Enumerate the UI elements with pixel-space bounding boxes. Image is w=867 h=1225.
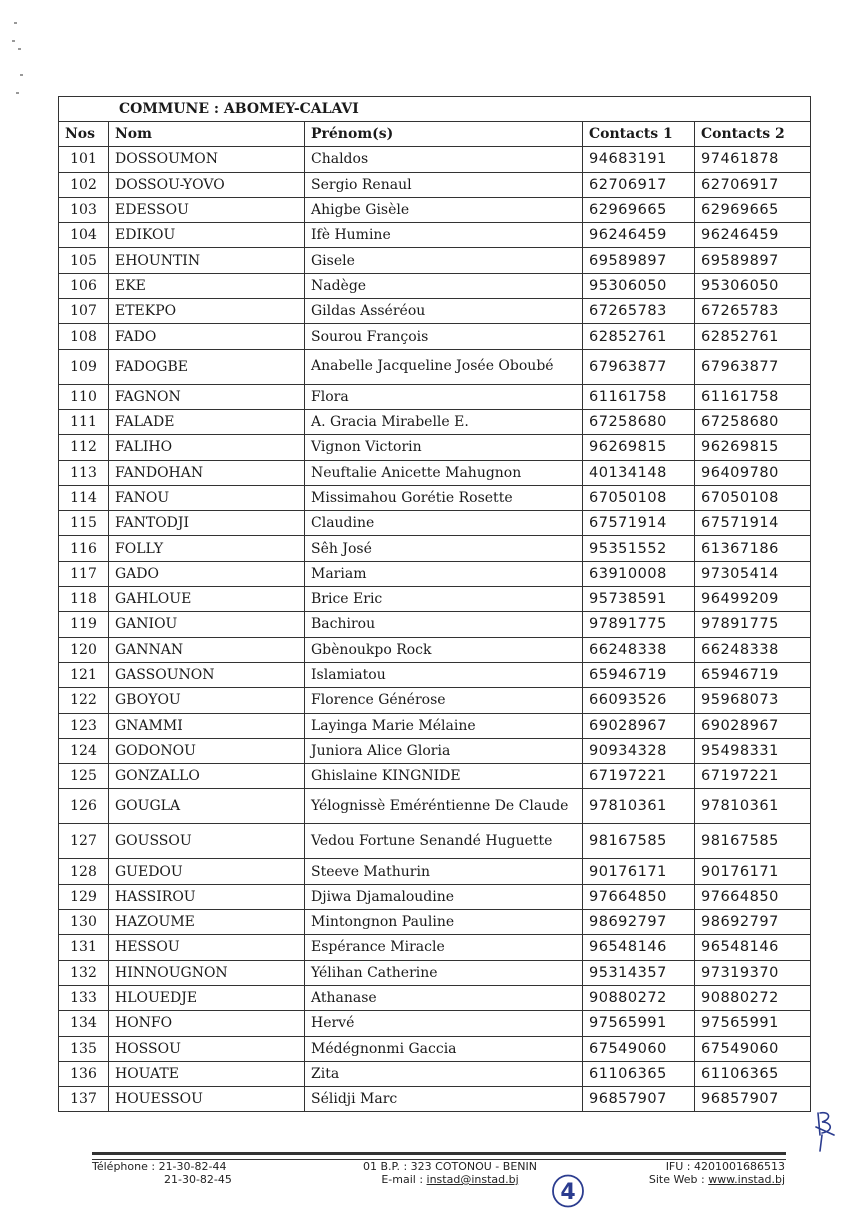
contact-1-cell: 66248338: [583, 637, 695, 662]
nos-cell: 129: [59, 884, 109, 909]
nos-cell: 125: [59, 764, 109, 789]
table-row: [59, 637, 811, 662]
table-row: [59, 172, 811, 197]
footer-site-link[interactable]: www.instad.bj: [708, 1173, 785, 1186]
contact-2-cell: 96499209: [695, 587, 811, 612]
prenoms-cell: Athanase: [305, 985, 583, 1010]
prenoms-cell: Layinga Marie Mélaine: [305, 713, 583, 738]
contact-1-cell: 66093526: [583, 688, 695, 713]
header-row: [59, 122, 811, 147]
contact-1-cell: 98692797: [583, 910, 695, 935]
contact-1-cell: 61161758: [583, 384, 695, 409]
prenoms-cell: Mintongnon Pauline: [305, 910, 583, 935]
nos-cell: 107: [59, 299, 109, 324]
header-nos: Nos: [59, 122, 109, 147]
prenoms-cell: Ghislaine KINGNIDE: [305, 764, 583, 789]
table-row: [59, 223, 811, 248]
contact-2-cell: 97664850: [695, 884, 811, 909]
nos-cell: 112: [59, 435, 109, 460]
nos-cell: 133: [59, 985, 109, 1010]
nom-cell: FANDOHAN: [109, 460, 305, 485]
nom-cell: EHOUNTIN: [109, 248, 305, 273]
contact-2-cell: 67549060: [695, 1036, 811, 1061]
prenoms-cell: Anabelle Jacqueline Josée Oboubé: [305, 349, 583, 384]
prenoms-cell: Sourou François: [305, 324, 583, 349]
contact-1-cell: 97565991: [583, 1011, 695, 1036]
nom-cell: GANNAN: [109, 637, 305, 662]
table-row: [59, 147, 811, 172]
table-row: [59, 713, 811, 738]
table-row: [59, 536, 811, 561]
contact-2-cell: 90176171: [695, 859, 811, 884]
nos-cell: 109: [59, 349, 109, 384]
nom-cell: HLOUEDJE: [109, 985, 305, 1010]
nom-cell: GNAMMI: [109, 713, 305, 738]
contact-1-cell: 90880272: [583, 985, 695, 1010]
table-row: [59, 511, 811, 536]
prenoms-cell: Sêh José: [305, 536, 583, 561]
footer-email-label: E-mail :: [381, 1173, 427, 1186]
nos-cell: 108: [59, 324, 109, 349]
contact-1-cell: 67050108: [583, 485, 695, 510]
nom-cell: HINNOUGNON: [109, 960, 305, 985]
table-row: [59, 299, 811, 324]
contact-1-cell: 95306050: [583, 273, 695, 298]
contact-1-cell: 95314357: [583, 960, 695, 985]
footer-site-line: [620, 1173, 785, 1186]
contact-2-cell: 97461878: [695, 147, 811, 172]
contact-1-cell: 96857907: [583, 1087, 695, 1112]
contact-2-cell: 62969665: [695, 197, 811, 222]
nos-cell: 134: [59, 1011, 109, 1036]
nom-cell: FANTODJI: [109, 511, 305, 536]
nom-cell: HOSSOU: [109, 1036, 305, 1061]
contact-1-cell: 97664850: [583, 884, 695, 909]
nom-cell: HOUESSOU: [109, 1087, 305, 1112]
contact-2-cell: 67258680: [695, 409, 811, 434]
nom-cell: HASSIROU: [109, 884, 305, 909]
footer-phone: [92, 1160, 292, 1186]
contact-2-cell: 96548146: [695, 935, 811, 960]
nos-cell: 120: [59, 637, 109, 662]
table-row: [59, 764, 811, 789]
nos-cell: 122: [59, 688, 109, 713]
nos-cell: 131: [59, 935, 109, 960]
nos-cell: 113: [59, 460, 109, 485]
table-row: [59, 960, 811, 985]
nom-cell: FADOGBE: [109, 349, 305, 384]
table-row: [59, 738, 811, 763]
footer-rule: [92, 1152, 786, 1160]
prenoms-cell: Steeve Mathurin: [305, 859, 583, 884]
table-row: [59, 662, 811, 687]
contact-1-cell: 95738591: [583, 587, 695, 612]
signature-mark: [808, 1105, 842, 1155]
prenoms-cell: Mariam: [305, 561, 583, 586]
contact-2-cell: 67571914: [695, 511, 811, 536]
nos-cell: 114: [59, 485, 109, 510]
nom-cell: EDESSOU: [109, 197, 305, 222]
prenoms-cell: Juniora Alice Gloria: [305, 738, 583, 763]
nos-cell: 101: [59, 147, 109, 172]
prenoms-cell: Missimahou Gorétie Rosette: [305, 485, 583, 510]
header-nom: Nom: [109, 122, 305, 147]
header-contacts-1: Contacts 1: [583, 122, 695, 147]
nos-cell: 137: [59, 1087, 109, 1112]
table-row: [59, 197, 811, 222]
prenoms-cell: Sergio Renaul: [305, 172, 583, 197]
commune-row: [59, 97, 811, 122]
contact-1-cell: 95351552: [583, 536, 695, 561]
nos-cell: 106: [59, 273, 109, 298]
contact-1-cell: 62969665: [583, 197, 695, 222]
prenoms-cell: Djiwa Djamaloudine: [305, 884, 583, 909]
contact-1-cell: 69589897: [583, 248, 695, 273]
prenoms-cell: Nadège: [305, 273, 583, 298]
nom-cell: HOUATE: [109, 1061, 305, 1086]
prenoms-cell: Vignon Victorin: [305, 435, 583, 460]
nos-cell: 132: [59, 960, 109, 985]
nos-cell: 128: [59, 859, 109, 884]
prenoms-cell: Yélognissè Eméréntienne De Claude: [305, 789, 583, 824]
nom-cell: FALADE: [109, 409, 305, 434]
table-row: [59, 384, 811, 409]
prenoms-cell: Claudine: [305, 511, 583, 536]
contact-2-cell: 97891775: [695, 612, 811, 637]
table-row: [59, 985, 811, 1010]
nom-cell: GUEDOU: [109, 859, 305, 884]
contact-2-cell: 61106365: [695, 1061, 811, 1086]
contact-2-cell: 97565991: [695, 1011, 811, 1036]
nos-cell: 127: [59, 824, 109, 859]
nom-cell: GONZALLO: [109, 764, 305, 789]
nos-cell: 102: [59, 172, 109, 197]
table-row: [59, 485, 811, 510]
nos-cell: 110: [59, 384, 109, 409]
page-number: 4: [560, 1180, 576, 1205]
table-row: [59, 561, 811, 586]
table-row: [59, 824, 811, 859]
table-row: [59, 435, 811, 460]
contact-2-cell: 61367186: [695, 536, 811, 561]
footer-email-line: [350, 1173, 550, 1186]
contact-2-cell: 98692797: [695, 910, 811, 935]
table-row: [59, 612, 811, 637]
contact-2-cell: 65946719: [695, 662, 811, 687]
contact-1-cell: 67265783: [583, 299, 695, 324]
contact-1-cell: 67571914: [583, 511, 695, 536]
prenoms-cell: Gisele: [305, 248, 583, 273]
header-prenoms: Prénom(s): [305, 122, 583, 147]
prenoms-cell: Espérance Miracle: [305, 935, 583, 960]
nom-cell: GOUSSOU: [109, 824, 305, 859]
prenoms-cell: Chaldos: [305, 147, 583, 172]
contact-1-cell: 97810361: [583, 789, 695, 824]
nom-cell: FOLLY: [109, 536, 305, 561]
nos-cell: 115: [59, 511, 109, 536]
contact-2-cell: 62852761: [695, 324, 811, 349]
nom-cell: DOSSOU-YOVO: [109, 172, 305, 197]
nom-cell: FAGNON: [109, 384, 305, 409]
prenoms-cell: Yélihan Catherine: [305, 960, 583, 985]
contact-2-cell: 98167585: [695, 824, 811, 859]
nos-cell: 104: [59, 223, 109, 248]
table-row: [59, 460, 811, 485]
contact-1-cell: 98167585: [583, 824, 695, 859]
prenoms-cell: Islamiatou: [305, 662, 583, 687]
contact-1-cell: 96548146: [583, 935, 695, 960]
nom-cell: ETEKPO: [109, 299, 305, 324]
nos-cell: 136: [59, 1061, 109, 1086]
contact-2-cell: 97305414: [695, 561, 811, 586]
contact-2-cell: 95306050: [695, 273, 811, 298]
nom-cell: FADO: [109, 324, 305, 349]
table-row: [59, 884, 811, 909]
footer-ifu: IFU : 4201001686513: [665, 1160, 785, 1173]
prenoms-cell: Zita: [305, 1061, 583, 1086]
contact-2-cell: 67050108: [695, 485, 811, 510]
nom-cell: GBOYOU: [109, 688, 305, 713]
contact-2-cell: 67265783: [695, 299, 811, 324]
table-body: [59, 147, 811, 1112]
prenoms-cell: Ahigbe Gisèle: [305, 197, 583, 222]
nom-cell: EDIKOU: [109, 223, 305, 248]
prenoms-cell: Ifè Humine: [305, 223, 583, 248]
prenoms-cell: Florence Générose: [305, 688, 583, 713]
contact-1-cell: 94683191: [583, 147, 695, 172]
table-row: [59, 587, 811, 612]
footer-phone-1: Téléphone : 21-30-82-44: [92, 1160, 227, 1173]
contact-1-cell: 65946719: [583, 662, 695, 687]
table-row: [59, 789, 811, 824]
prenoms-cell: Sélidji Marc: [305, 1087, 583, 1112]
prenoms-cell: Brice Eric: [305, 587, 583, 612]
nos-cell: 117: [59, 561, 109, 586]
table-row: [59, 1061, 811, 1086]
nos-cell: 119: [59, 612, 109, 637]
nom-cell: GADO: [109, 561, 305, 586]
prenoms-cell: Bachirou: [305, 612, 583, 637]
table-row: [59, 324, 811, 349]
page-number-stamp: [551, 1174, 585, 1208]
nos-cell: 130: [59, 910, 109, 935]
contact-2-cell: 67197221: [695, 764, 811, 789]
contact-1-cell: 67963877: [583, 349, 695, 384]
contact-1-cell: 67258680: [583, 409, 695, 434]
contact-1-cell: 96246459: [583, 223, 695, 248]
header-contacts-2: Contacts 2: [695, 122, 811, 147]
commune-title: COMMUNE : ABOMEY-CALAVI: [59, 97, 811, 122]
nom-cell: GODONOU: [109, 738, 305, 763]
contact-2-cell: 62706917: [695, 172, 811, 197]
nom-cell: HESSOU: [109, 935, 305, 960]
prenoms-cell: Flora: [305, 384, 583, 409]
contact-2-cell: 69589897: [695, 248, 811, 273]
prenoms-cell: Gildas Asséréou: [305, 299, 583, 324]
prenoms-cell: Gbènoukpo Rock: [305, 637, 583, 662]
nom-cell: HAZOUME: [109, 910, 305, 935]
contact-1-cell: 67549060: [583, 1036, 695, 1061]
contact-2-cell: 66248338: [695, 637, 811, 662]
footer-address-block: [350, 1160, 550, 1186]
contact-2-cell: 95968073: [695, 688, 811, 713]
contact-1-cell: 62706917: [583, 172, 695, 197]
contact-1-cell: 62852761: [583, 324, 695, 349]
footer-address: 01 B.P. : 323 COTONOU - BENIN: [363, 1160, 537, 1173]
contact-1-cell: 97891775: [583, 612, 695, 637]
prenoms-cell: A. Gracia Mirabelle E.: [305, 409, 583, 434]
table-row: [59, 409, 811, 434]
nos-cell: 135: [59, 1036, 109, 1061]
nos-cell: 105: [59, 248, 109, 273]
footer-ifu-block: [620, 1160, 785, 1186]
table-row: [59, 273, 811, 298]
contact-1-cell: 67197221: [583, 764, 695, 789]
contact-2-cell: 96857907: [695, 1087, 811, 1112]
contact-2-cell: 67963877: [695, 349, 811, 384]
nom-cell: HONFO: [109, 1011, 305, 1036]
nos-cell: 124: [59, 738, 109, 763]
table-row: [59, 910, 811, 935]
contact-1-cell: 63910008: [583, 561, 695, 586]
table-row: [59, 935, 811, 960]
nom-cell: GOUGLA: [109, 789, 305, 824]
table-row: [59, 1087, 811, 1112]
footer-site-label: Site Web :: [648, 1173, 709, 1186]
contact-2-cell: 69028967: [695, 713, 811, 738]
nos-cell: 123: [59, 713, 109, 738]
nom-cell: FANOU: [109, 485, 305, 510]
table-row: [59, 859, 811, 884]
contact-2-cell: 96269815: [695, 435, 811, 460]
contact-2-cell: 96246459: [695, 223, 811, 248]
nos-cell: 116: [59, 536, 109, 561]
contact-1-cell: 90934328: [583, 738, 695, 763]
contact-1-cell: 61106365: [583, 1061, 695, 1086]
footer-phone-2: 21-30-82-45: [164, 1173, 232, 1186]
prenoms-cell: Médégnonmi Gaccia: [305, 1036, 583, 1061]
nom-cell: GASSOUNON: [109, 662, 305, 687]
contact-2-cell: 97319370: [695, 960, 811, 985]
footer-email-link[interactable]: instad@instad.bj: [426, 1173, 519, 1186]
contact-1-cell: 40134148: [583, 460, 695, 485]
prenoms-cell: Vedou Fortune Senandé Huguette: [305, 824, 583, 859]
nos-cell: 126: [59, 789, 109, 824]
table-row: [59, 349, 811, 384]
contact-2-cell: 96409780: [695, 460, 811, 485]
nos-cell: 103: [59, 197, 109, 222]
prenoms-cell: Neuftalie Anicette Mahugnon: [305, 460, 583, 485]
contact-2-cell: 61161758: [695, 384, 811, 409]
contact-1-cell: 69028967: [583, 713, 695, 738]
participant-table: [58, 96, 811, 1112]
nom-cell: GANIOU: [109, 612, 305, 637]
margin-marks: [10, 22, 30, 102]
nom-cell: EKE: [109, 273, 305, 298]
contact-1-cell: 96269815: [583, 435, 695, 460]
nos-cell: 121: [59, 662, 109, 687]
nom-cell: GAHLOUE: [109, 587, 305, 612]
nos-cell: 111: [59, 409, 109, 434]
contact-2-cell: 97810361: [695, 789, 811, 824]
table-row: [59, 248, 811, 273]
table-row: [59, 688, 811, 713]
nos-cell: 118: [59, 587, 109, 612]
table-row: [59, 1036, 811, 1061]
nom-cell: FALIHO: [109, 435, 305, 460]
table-row: [59, 1011, 811, 1036]
contact-2-cell: 95498331: [695, 738, 811, 763]
prenoms-cell: Hervé: [305, 1011, 583, 1036]
nom-cell: DOSSOUMON: [109, 147, 305, 172]
contact-2-cell: 90880272: [695, 985, 811, 1010]
contact-1-cell: 90176171: [583, 859, 695, 884]
